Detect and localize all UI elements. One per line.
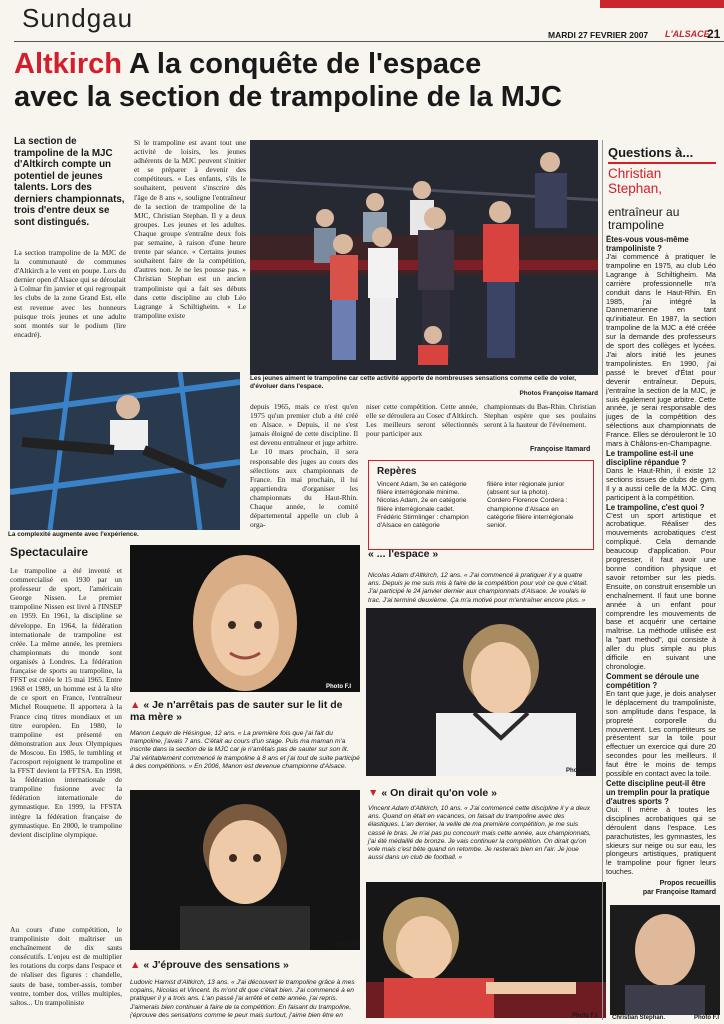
red-triangle-icon: ▼ (368, 787, 379, 799)
reperes-box (368, 460, 594, 550)
headline-text-1: A la conquête de l'espace (128, 48, 482, 80)
article-column-1: La section trampoline de la MJC de la communauté de communes d'Altkirch a le vent en poupe. Lors du dernier open d'Alsace qui se déroulait à Colmar fin janvier et qui regroupait les clubs de la zone Grand Est, elle est revenue avec les honneurs puisque trois jeunes et une adulte sont montés sur le podium (lire encadré). (14, 248, 126, 339)
nicolas-credit: Photo F.I (566, 768, 591, 774)
ludovic-quote (130, 959, 360, 971)
article-column-5: championnats du Bas-Rhin. Christian Stephan espère que ses poulains seront à la hauteur de l'événement. (484, 402, 596, 430)
reperes-right (487, 481, 587, 530)
nicolas-quote: « ... l'espace » (368, 548, 439, 560)
masthead-rule (14, 41, 724, 42)
vincent-text: Vincent Adam d'Altkirch, 10 ans. « J'ai commencé cette discipline il y a deux ans. Quand on était en vacances, on faisait du trampoline avec des élastiques. L'an dernier, la veille de ma première compétition, je me suis cassé le bras. Je n'ai pas pu concourir mais cette année, aux championnats, j'ai été médaillé de bronze. Je vais continuer la compétition. On dirait qu'on vole mais c'est bête quand on retombe. Je resterais bien en l'air. Je joue aussi dans un club de football. » (368, 805, 592, 862)
ludovic-quote-text: « J'éprouve des sensations » (143, 959, 289, 971)
nicolas-image (366, 608, 596, 776)
christian-photo-caption: Christian Stephan. (612, 1015, 666, 1021)
masthead (0, 0, 724, 42)
article-column-4: niser cette compétition. Cette année, elle se déroulera au Cosec d'Altkirch. Les meilleurs seront sélectionnés pour participer aux (366, 402, 478, 439)
sidebar-name: Christian Stephan, (608, 166, 663, 196)
qa-question: Êtes-vous vous-même trampoliniste ? (606, 235, 689, 253)
reperes-item: Nicolas Adam, 2e en catégorie filière interrégionale cadet. (377, 497, 467, 513)
vincent-credit: Photo F.I (572, 1013, 597, 1019)
boy-jump-image (10, 372, 240, 530)
ludovic-photo (130, 790, 360, 950)
christian-photo-credit: Photo F.I (694, 1015, 719, 1021)
article-column-3: depuis 1965, mais ce n'est qu'en 1975 qu'un premier club a été créé en Alsace. » Depuis, il ne s'est jamais éloigné de cette discipline. Il est devenu entraîneur et juge arbitre. Le 10 mars prochain, il sera responsable des juges au cours des sélections aux championnats de France. En mai prochain, il lui appartiendra d'organiser les championnats du Haut-Rhin. Chaque année, le comité départemental appelle un club à orga- (250, 402, 358, 530)
vincent-quote (368, 787, 592, 799)
red-triangle-icon: ▲ (130, 699, 141, 711)
reperes-item: Frédéric Stirmlinger : champion d'Alsace en catégorie (377, 513, 469, 530)
headline-line-2: avec la section de trampoline de la MJC (14, 81, 562, 113)
vincent-image (366, 882, 606, 1018)
spectaculaire-text-1: Le trampoline a été inventé et commercialisé en 1930 par un professeur de sport, l'américain George Nissen. Le premier trampoline Nissen est livré à l'INSEP en 1959. En 1961, la discipline se développe. En 1964, la fédération internationale de trampoline est créée. La même année, les premiers championnats du monde sont organisés à Londres. La fédération française de sports au trampoline, la FFST est créée le 15 mai 1965. Entre 1968 et 1989, un homme est à la tête de ce sport en France, l'entraîneur Michel Rouquette. Il apportera à la France cinq titres mondiaux et un titre européen. En 1980, le trampoline est présenté en démonstration aux Jeux Olympiques de Moscou. En 1985, le tumbling et l'acrosport rejoignent le trampoline et la FFST devient la FFTSA. En 1998, la fédération internationale de trampoline fusionne avec la fédération internationale de gymnastique. En 1999, la FFSTA intègre la fédération française de gymnastique. En 2000, le trampoline devient discipline olympique. (10, 566, 122, 839)
boy-photo-caption: La complexité augmente avec l'expérience. (8, 531, 139, 538)
qa-question: Cette discipline peut-il être un tremplin pour la pratique d'autres sports ? (606, 778, 710, 806)
sidebar-title: Questions à... (608, 145, 694, 160)
ludovic-credit: Photo F.I (334, 942, 359, 948)
qa-answer: Dans le Haut-Rhin, il existe 12 sections issues de clubs de gym. Il y a aussi celle de la MJC. Cinq participent à la compétition. (606, 465, 716, 502)
sidebar-signoff-line-2: par Françoise Itamard (642, 888, 716, 896)
sidebar-title-rule (608, 162, 716, 164)
qa-answer: C'est un sport artistique et acrobatique. Réaliser des mouvements acrobatiques c'est compliqué. Cela demande beaucoup d'application. Pour progresser, il faut avoir une bonne condition physique et savoir retomber sur les pieds. Ensuite, on construit ensemble un enchaînement. Il faut une bonne année à un enfant pour comprendre les mouvements de base et acquérir une certaine maîtrise. La méthode utilisée est la "part method", qui consiste à aller du plus simple au plus difficile en suivant une chronologie. (606, 510, 716, 671)
group-photo-caption (250, 375, 598, 398)
article-column-2: Si le trampoline est avant tout une activité de loisirs, les jeunes adhérents de la MJC peuvent s'initier et se préparer à devenir des compétiteurs. « Les enfants, s'ils le souhaitent, peuvent s'inscrire dès l'âge de 8 ans », souligne l'entraîneur de la section de trampoline de la MJC, Christian Stephan. Il y a deux groupes. Les jeunes et les adultes. Chaque groupe s'entraîne deux fois par semaine, à raison d'une heure trente par séance. « Certains jeunes souhaitent faire de la compétition, d'autres non. Je ne les pousse pas. » Christian Stephan est un ancien trampoliniste qui a fait ses débuts dans cette discipline au club Léo Lagrange à Schiltigheim. « Le trampoline existe (134, 138, 246, 320)
red-triangle-icon: ▲ (130, 959, 141, 971)
ludovic-image (130, 790, 360, 950)
spectaculaire-text-2: Au cours d'une compétition, le trampoliniste doit maîtriser un enchaînement de dix sauts consécutifs. L'enjeu est de multiplier les rotations du corps dans l'espace et de réaliser des figures : chandelle, sauts de base, tomber-assis, tomber ventre, tomber dos, vrilles multiples, saltos... Un trampoliniste (10, 925, 122, 1007)
headline-town: Altkirch (14, 48, 122, 80)
qa-question: Le trampoline est-il une discipline répandue ? (606, 448, 694, 467)
lead-paragraph: La section de trampoline de la MJC d'Altkirch compte un potentiel de jeunes talents. Lors des derniers championnats, trois d'entre deux se sont distingués. (14, 136, 125, 228)
nicolas-text: Nicolas Adam d'Altkirch, 12 ans. « J'ai commencé à pratiquer il y a quatre ans. Depuis je me suis mis à faire de la compétition pour voir ce que c'était. J'ai participé le 24 janvier dernier aux championnats d'Alsace. Je voulais le trac. J'ai terminé deuxième. Ça m'a motivé pour m'entraîner encore plus. » (368, 572, 589, 604)
manon-quote (130, 699, 360, 723)
sidebar-signoff-line-1: Propos recueillis (659, 880, 716, 887)
manon-text: Manon Lequin de Hésingue, 12 ans. « La première fois que j'ai fait du trampoline, j'avais 7 ans. C'était au cours d'un stage. Puis ma maman m'a inscrite dans la section de la MJC car je n'arrêtais pas de sauter sur son lit. J'ai véritablement commencé le trampoline à 8 ans et j'ai tout de suite participé à des compétitions. » En 2006, Manon est devenue championne d'Alsace. (130, 730, 360, 770)
page-number: 21 (707, 27, 721, 41)
brand-logo: L'ALSACE (665, 29, 710, 39)
sidebar-qa (606, 235, 716, 905)
qa-answer: Oui. Il mène à toutes les disciplines acrobatiques qui se déroulent dans l'espace. Les parachutistes, les gymnastes, les skieurs sur neige ou sur eau, les plongeurs artistiques, pratiquent le trampoline pour figner leurs touches. (606, 804, 716, 877)
manon-quote-text: « Je n'arrêtais pas de sauter sur le lit de ma mère » (130, 699, 343, 723)
group-photo-caption-text: Les jeunes aiment le trampoline car cette activité apporte de nombreuses sensations comme celle de voler, d'évoluer dans l'espace. (250, 375, 577, 390)
qa-question: Comment se déroule une compétition ? (606, 671, 700, 690)
ludovic-text: Ludovic Harnist d'Altkirch, 13 ans. « J'ai découvert le trampoline grâce à mes copains, Nicolas et Vincent. Ils m'ont dit que c'était bien. J'ai commencé à en pratiquer il y a trois ans. L'an passé j'ai arrêté et cette année, j'ai repris. J'aimerais bien continuer à faire de la compétition. En faisant du trampoline, j'éprouve des sensations comme le peur mais surtout, j'aime bien être en (130, 979, 355, 1019)
manon-photo (130, 545, 360, 692)
sidebar-role: entraîneur au trampoline (608, 205, 680, 232)
reperes-item: Vincent Adam, 3e en catégorie filière interrégionale minime. (377, 481, 467, 497)
sidebar-rule (602, 140, 603, 1020)
qa-question: Le trampoline, c'est quoi ? (606, 502, 705, 512)
section-name: Sundgau (22, 3, 134, 33)
qa-answer: J'ai commencé à pratiquer le trampoline en 1975, au club Léo Lagrange à Schiltigheim. Ma carrière professionnelle m'a conduit dans le Haut-Rhin. En 1985, j'ai intégré la Dannemarienne en tant qu'initiateur. En 1987, la section trampoline de la MJC a été créée sur la demande des professeurs de sport des collèges et lycées. J'ai alors initié les jeunes trampolinistes. En 1990, j'ai passé le brevet d'État pour devenir entraîneur. Depuis, j'entraîne la section de la MJC, je suis également juge arbitre. Cette année, je serai responsable des juges de la compétition des sélections aux championnats de France. Elles se dérouleront le 10 mars à Châlons-en-Champagne. (606, 252, 716, 449)
christian-photo (610, 905, 720, 1015)
vincent-photo (366, 882, 606, 1018)
qa-answer: En tant que juge, je dois analyser le déplacement du trampoliniste, son amplitude dans l'espace, la propreté corporelle du mouvement. Les compétiteurs se présentent sur la toile pour effectuer un exercice qui dure 20 secondes pour les meilleurs. Il faut être le moins de temps possible en contact avec la toile. (606, 688, 716, 779)
reperes-item: Cordero Florence Cordera : championne d'Alsace en catégorie filière interrégionale senior. (487, 497, 574, 530)
top-ribbon (600, 0, 724, 8)
vincent-quote-text: « On dirait qu'on vole » (381, 787, 498, 799)
group-photo-image (250, 140, 598, 375)
masthead-date: MARDI 27 FEVRIER 2007 (548, 30, 649, 40)
reperes-title: Repères (377, 466, 417, 477)
christian-image (610, 905, 720, 1015)
reperes-left (377, 481, 481, 530)
manon-credit: Photo F.I (326, 684, 351, 690)
sidebar-signoff (608, 880, 716, 897)
group-photo-credit: Photos Françoise Itamard (519, 390, 598, 398)
headline (14, 48, 714, 114)
spectaculaire-title: Spectaculaire (10, 545, 89, 559)
nicolas-photo (366, 608, 596, 776)
reperes-item: filière inter régionale junior (absent sur la photo). (487, 481, 565, 497)
group-photo (250, 140, 598, 375)
manon-image (130, 545, 360, 692)
headline-line-1 (14, 48, 714, 81)
boy-jump-photo (10, 372, 240, 530)
article-author: Françoise Itamard (530, 446, 591, 453)
